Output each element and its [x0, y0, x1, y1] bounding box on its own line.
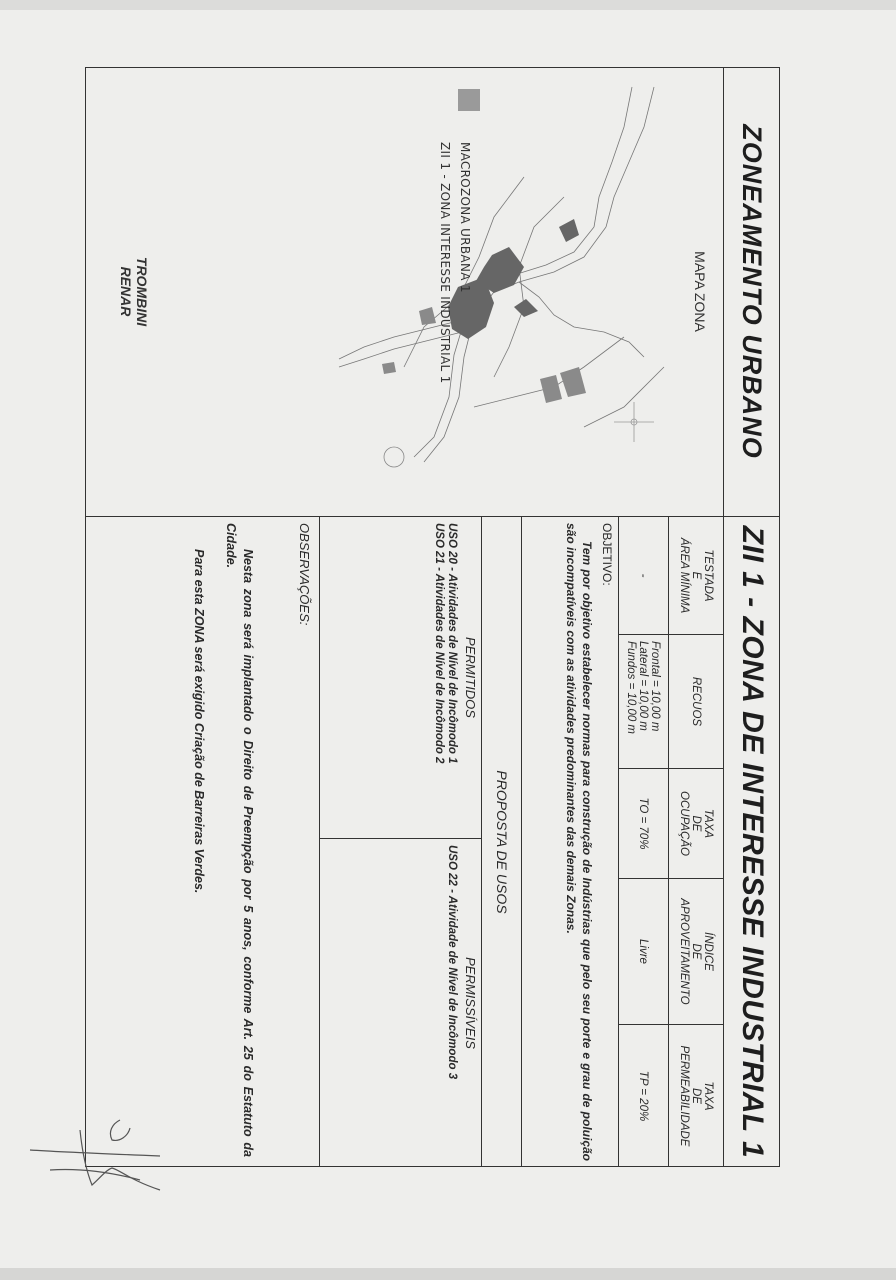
param-value-taxa-ocupacao: TO = 70%: [619, 769, 668, 879]
param-value-indice-aproveitamento: Livre: [619, 879, 668, 1025]
list-item: USO 21 - Atividades de Nível de Incômodo 2: [433, 523, 445, 764]
observations-label: OBSERVAÇÕES:: [297, 523, 312, 626]
map-industrial-block: [382, 362, 396, 374]
param-header-indice-aproveitamento: ÍNDICE DE APROVEITAMENTO: [668, 879, 724, 1025]
zone-panel: [85, 517, 780, 1167]
signature-mark: [20, 1110, 180, 1200]
map-panel: [85, 67, 780, 517]
map-industrial-block: [560, 367, 586, 397]
param-header-taxa-ocupacao: TAXA DE OCUPAÇÃO: [668, 769, 724, 879]
map-road: [519, 282, 644, 357]
permissible-title: PERMISSÍVEIS: [463, 957, 479, 1049]
param-value-taxa-permeabilidade: TP = 20%: [637, 1070, 650, 1122]
map-industrial-block: [540, 375, 562, 403]
author-block: [118, 67, 150, 516]
map-title-bar: [723, 67, 780, 516]
param-value-testada: -: [619, 517, 668, 635]
param-header-taxa-permeabilidade: TAXA DE PERMEABILIDADE: [668, 1025, 724, 1167]
map-roundabout: [384, 447, 404, 467]
legend-item-zii1: ZII 1 - ZONA INTERESSE INDUSTRIAL 1: [438, 142, 452, 384]
scan-top-edge: [0, 0, 896, 10]
objective-label: OBJETIVO:: [600, 523, 614, 586]
permitted-list: [430, 517, 460, 838]
map-contour: [584, 367, 664, 427]
map-industrial-block: [419, 307, 436, 325]
map-urban-block: [514, 299, 538, 317]
list-item: USO 22 - Atividade de Nível de Incômodo 3: [446, 845, 458, 1080]
author-line-2: RENAR: [118, 266, 134, 317]
observation-2: Para esta ZONA será exigido Criação de Barreiras Verdes.: [192, 549, 206, 894]
observations-section: [85, 517, 320, 1167]
param-value-recuos: Frontal = 10,00 m Lateral = 10,00 m Fundos = 10,00 m: [619, 635, 668, 769]
param-header-testada: TESTADA E ÁREA MÍNIMA: [668, 517, 724, 635]
zone-map: [304, 67, 724, 517]
observation-1: Nesta zona será implantado o Direito de Preempção por 5 anos, conforme Art. 25 do Estatuto da Cidade.: [224, 523, 255, 1157]
scan-bottom-edge: [0, 1268, 896, 1280]
permitted-title: PERMITIDOS: [463, 637, 479, 718]
uses-title: PROPOSTA DE USOS: [481, 517, 522, 1167]
legend-swatch: [458, 89, 480, 111]
permissible-list: [443, 839, 460, 1167]
list-item: USO 20 - Atividades de Nível de Incômodo 1: [446, 523, 458, 764]
north-arrow-icon: [614, 402, 654, 442]
map-road: [594, 87, 632, 227]
map-urban-block: [559, 219, 579, 242]
params-table: [618, 517, 724, 1167]
zone-title: ZII 1 - ZONA DE INTERESSE INDUSTRIAL 1: [723, 517, 780, 1167]
param-header-recuos: RECUOS: [668, 635, 724, 769]
map-title: ZONEAMENTO URBANO: [737, 124, 768, 459]
zoning-sheet: [85, 67, 780, 1167]
legend-item-macrozone: MACROZONA URBANA 1: [458, 142, 472, 293]
map-road: [606, 87, 654, 227]
permissible-column: [320, 839, 482, 1167]
author-line-1: TROMBINI: [134, 256, 150, 327]
permitted-column: [320, 517, 482, 839]
map-subtitle: MAPA ZONA: [692, 251, 708, 332]
objective-section: [521, 517, 619, 1167]
objective-text: Tem por objetivo estabelecer normas para construção de Indústrias que pelo seu porte e grau de poluição são incompatíveis com as atividades predominantes das demais Zonas.: [564, 523, 594, 1161]
uses-table: [319, 517, 482, 1167]
